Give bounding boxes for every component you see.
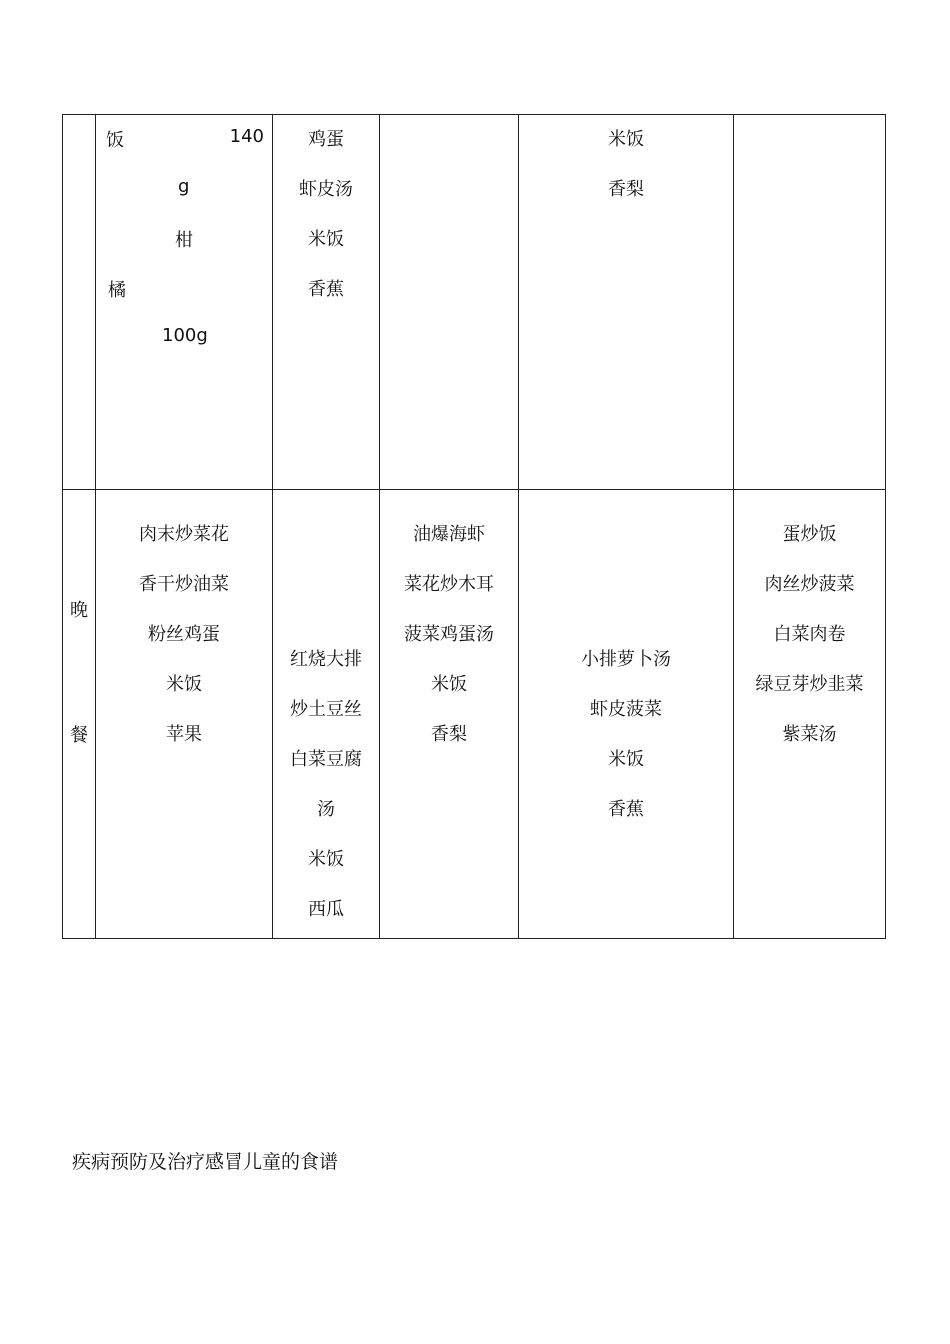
- list-item: 香梨: [431, 724, 467, 745]
- list-item: 苹果: [166, 724, 202, 745]
- rice-word: 饭: [106, 130, 124, 151]
- cell-top-col4: [519, 115, 734, 490]
- list-item: 米饭: [608, 749, 644, 770]
- list-item: 虾皮汤: [299, 179, 353, 200]
- list-item: 白菜肉卷: [773, 624, 846, 645]
- list-item: 米饭: [308, 849, 344, 870]
- cell-dinner-col1: [96, 490, 273, 939]
- cell-top-col5: [734, 115, 886, 490]
- list-item: 肉末炒菜花: [139, 524, 229, 545]
- cell-dinner-col4: [519, 490, 734, 939]
- cell-dinner-col5: [734, 490, 886, 939]
- section-heading: 疾病预防及治疗感冒儿童的食谱: [72, 1151, 339, 1173]
- list-item: 小排萝卜汤: [581, 649, 671, 670]
- rice-quantity: 140: [229, 126, 264, 147]
- list-item: 油爆海虾: [413, 524, 485, 545]
- fruit-char-1: 柑: [175, 230, 193, 251]
- list-item: 香干炒油菜: [139, 574, 229, 595]
- table-row-lunch-continued: [63, 115, 886, 490]
- row-label-dinner-char-2: 餐: [70, 725, 88, 746]
- list-item: 西瓜: [308, 899, 344, 920]
- list-item: 香蕉: [308, 279, 344, 300]
- rice-unit: g: [178, 176, 190, 197]
- fruit-quantity: 100g: [162, 325, 208, 346]
- fruit-char-2: 橘: [108, 280, 126, 301]
- row-label-dinner-char-1: 晚: [70, 600, 88, 621]
- list-item: 白菜豆腐: [290, 749, 362, 770]
- list-item: 绿豆芽炒韭菜: [755, 674, 864, 695]
- list-item: 米饭: [308, 229, 344, 250]
- cell-dinner-col3: [380, 490, 519, 939]
- table-row-dinner: [63, 490, 886, 939]
- list-item: 汤: [317, 799, 335, 820]
- list-item: 粉丝鸡蛋: [148, 624, 220, 645]
- cell-top-col2: [273, 115, 380, 490]
- list-item: 香蕉: [608, 799, 644, 820]
- list-item: 蛋炒饭: [782, 524, 837, 545]
- list-item: 香梨: [608, 179, 644, 200]
- list-item: 肉丝炒菠菜: [764, 574, 855, 595]
- menu-table: [62, 114, 886, 939]
- cell-top-col3: [380, 115, 519, 490]
- list-item: 紫菜汤: [782, 724, 837, 745]
- list-item: 红烧大排: [290, 649, 362, 670]
- list-item: 米饭: [431, 674, 467, 695]
- list-item: 炒土豆丝: [290, 699, 362, 720]
- list-item: 虾皮菠菜: [590, 699, 662, 720]
- list-item: 菜花炒木耳: [404, 574, 494, 595]
- list-item: 鸡蛋: [308, 129, 344, 150]
- cell-top-col1: [96, 115, 273, 490]
- list-item: 菠菜鸡蛋汤: [404, 624, 494, 645]
- list-item: 米饭: [166, 674, 202, 695]
- row-label-cell-empty: [63, 115, 96, 490]
- row-label-dinner: [63, 490, 96, 939]
- list-item: 米饭: [608, 129, 644, 150]
- cell-dinner-col2: [273, 490, 380, 939]
